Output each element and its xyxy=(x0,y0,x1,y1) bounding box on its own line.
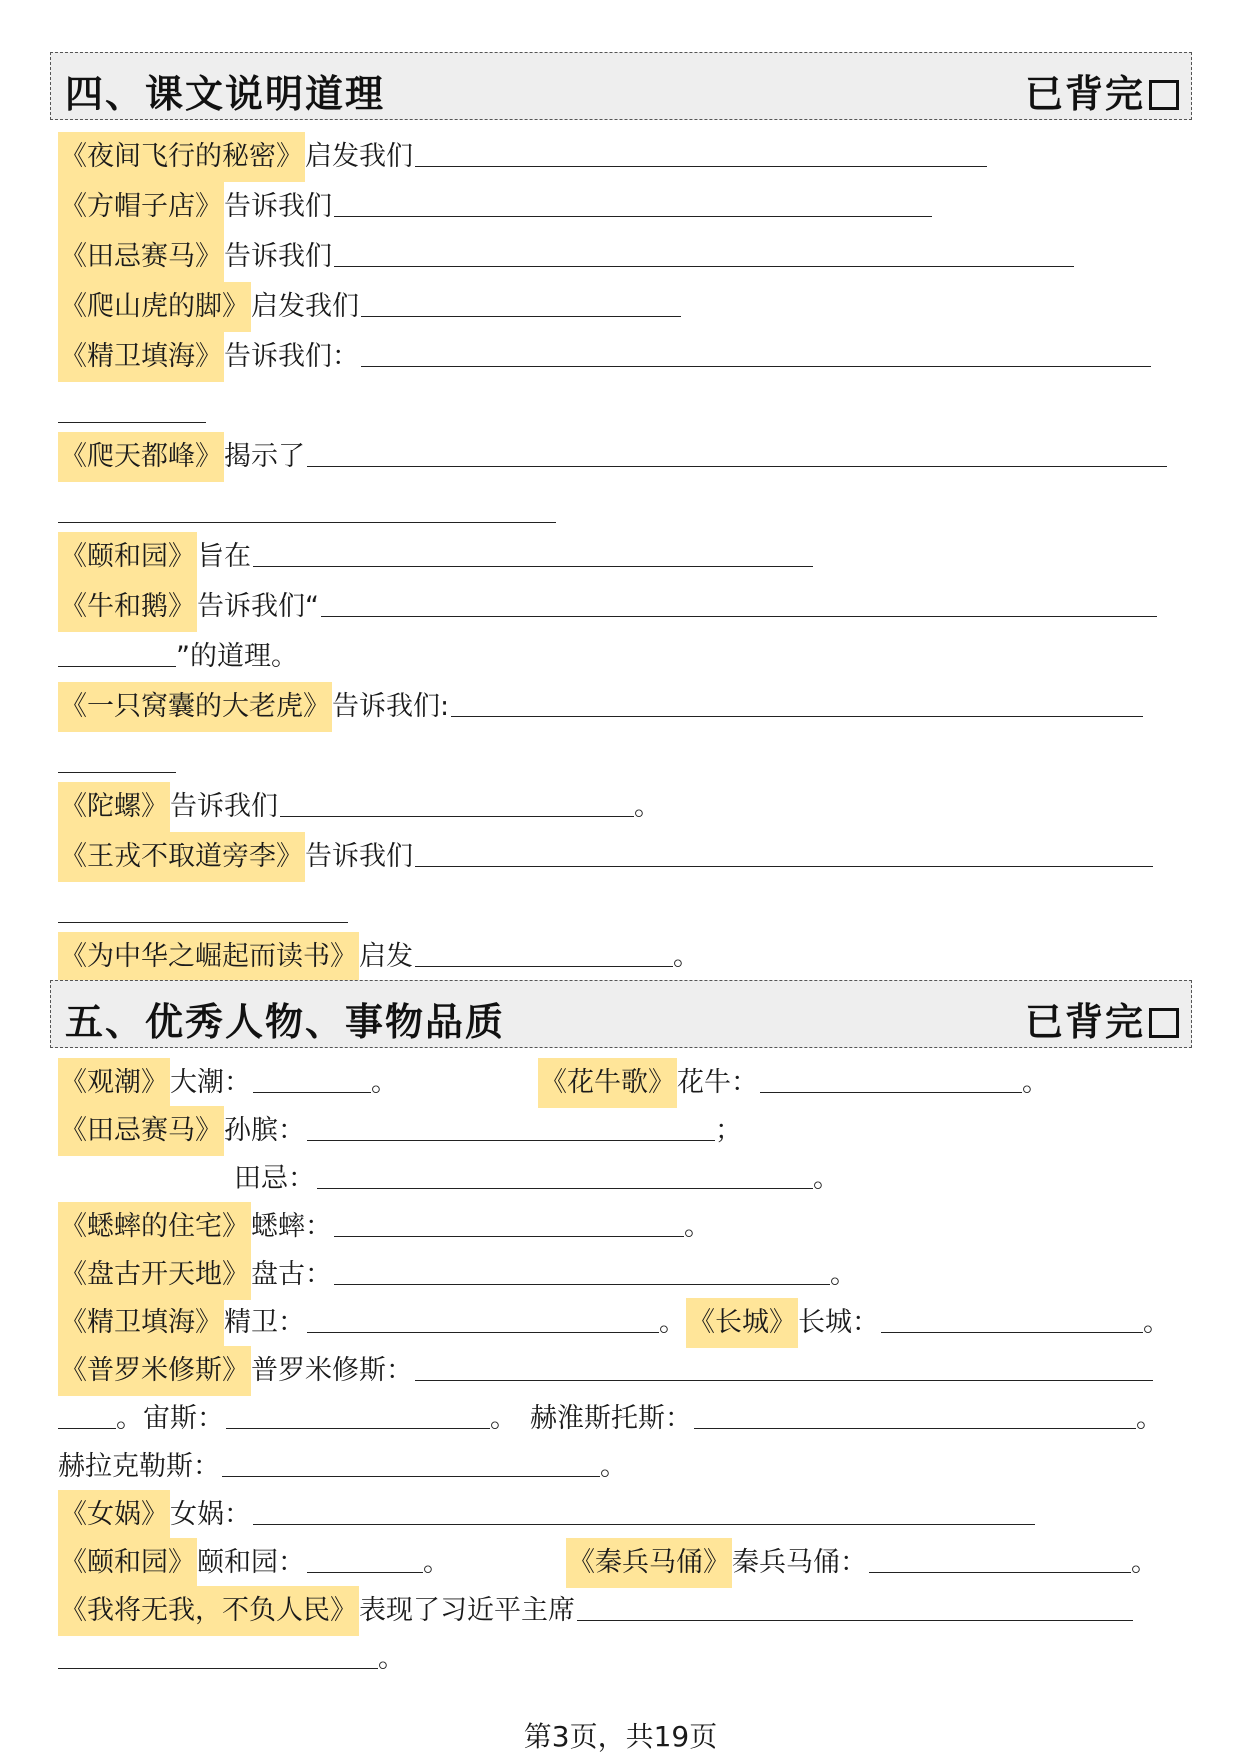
answer-blank[interactable] xyxy=(334,1250,830,1285)
list-item xyxy=(58,932,700,982)
prompt-text: 告诉我们 xyxy=(305,841,413,872)
book-title: 《女娲》 xyxy=(58,1490,170,1540)
list-item xyxy=(566,1538,1158,1588)
answer-blank[interactable] xyxy=(334,182,932,217)
answer-blank[interactable] xyxy=(253,1490,1035,1525)
prompt-text: 田忌： xyxy=(234,1163,315,1194)
section5-title: 五、优秀人物、事物品质 xyxy=(65,999,506,1044)
answer-blank[interactable] xyxy=(307,1538,423,1573)
answer-blank[interactable] xyxy=(361,332,1151,367)
answer-blank[interactable] xyxy=(361,282,681,317)
list-item xyxy=(58,832,1153,882)
answer-line[interactable] xyxy=(58,522,556,523)
list-item xyxy=(686,1298,1170,1348)
list-item xyxy=(58,1442,627,1492)
book-title: 《精卫填海》 xyxy=(58,1298,224,1348)
answer-blank[interactable] xyxy=(451,682,1143,717)
book-title: 《陀螺》 xyxy=(58,782,170,832)
list-item xyxy=(58,632,298,682)
list-item xyxy=(58,532,813,582)
answer-blank[interactable] xyxy=(334,1202,684,1237)
answer-blank[interactable] xyxy=(307,432,1167,467)
prompt-end: 。 xyxy=(659,1307,686,1338)
answer-blank[interactable] xyxy=(415,932,673,967)
answer-line[interactable] xyxy=(58,772,176,773)
prompt-end: 。 xyxy=(490,1403,517,1434)
book-title: 《爬天都峰》 xyxy=(58,432,224,482)
prompt-text: 精卫： xyxy=(224,1307,305,1338)
book-title: 《精卫填海》 xyxy=(58,332,224,382)
section5-header xyxy=(50,980,1192,1048)
prompt-end: 。 xyxy=(423,1547,450,1578)
answer-blank[interactable] xyxy=(334,232,1074,267)
answer-blank[interactable] xyxy=(280,782,634,817)
prompt-text: 表现了习近平主席 xyxy=(359,1595,575,1626)
book-title: 《牛和鹅》 xyxy=(58,582,197,632)
book-title: 《夜间飞行的秘密》 xyxy=(58,132,305,182)
answer-blank[interactable] xyxy=(415,832,1153,867)
answer-blank[interactable] xyxy=(253,1058,371,1093)
prompt-end: 。 xyxy=(1022,1067,1049,1098)
answer-blank[interactable] xyxy=(307,1298,659,1333)
section4-done xyxy=(1025,63,1179,118)
prompt-text: 启发我们 xyxy=(305,141,413,172)
answer-blank[interactable] xyxy=(415,1346,1153,1381)
prompt-end: 。 xyxy=(371,1067,398,1098)
prompt-text: 盘古： xyxy=(251,1259,332,1290)
answer-blank[interactable] xyxy=(694,1394,1136,1429)
list-item xyxy=(58,782,661,832)
list-item xyxy=(58,182,932,232)
list-item xyxy=(58,432,1167,482)
prompt-text: 大潮： xyxy=(170,1067,251,1098)
book-title: 《爬山虎的脚》 xyxy=(58,282,251,332)
book-title: 《秦兵马俑》 xyxy=(566,1538,732,1588)
list-item xyxy=(58,1298,686,1348)
answer-blank[interactable] xyxy=(321,582,1157,617)
list-item xyxy=(58,1538,450,1588)
answer-blank[interactable] xyxy=(577,1586,1133,1621)
section5-done-label: 已背完 xyxy=(1024,999,1145,1044)
answer-blank[interactable] xyxy=(253,532,813,567)
list-item xyxy=(58,1634,405,1684)
book-title: 《为中华之崛起而读书》 xyxy=(58,932,359,982)
answer-blank[interactable] xyxy=(226,1394,490,1429)
prompt-text: 揭示了 xyxy=(224,441,305,472)
list-item xyxy=(58,1490,1035,1540)
book-title: 《王戎不取道旁李》 xyxy=(58,832,305,882)
prompt-end: ； xyxy=(715,1115,742,1146)
list-item xyxy=(58,132,987,182)
prompt-text: 孙膑： xyxy=(224,1115,305,1146)
prompt-end: 。 xyxy=(634,791,661,822)
prompt-end: 。 xyxy=(830,1259,857,1290)
prompt-text: 颐和园： xyxy=(197,1547,305,1578)
list-item xyxy=(234,1154,840,1204)
prompt-text: 普罗米修斯： xyxy=(251,1355,413,1386)
list-item xyxy=(58,1106,742,1156)
answer-blank[interactable] xyxy=(58,632,176,667)
list-item xyxy=(58,1250,857,1300)
list-item xyxy=(58,332,1151,382)
prompt-end: 。 xyxy=(684,1211,711,1242)
book-title: 《田忌赛马》 xyxy=(58,232,224,282)
answer-line[interactable] xyxy=(58,422,206,423)
book-title: 《我将无我，不负人民》 xyxy=(58,1586,359,1636)
book-title: 《颐和园》 xyxy=(58,532,197,582)
list-item xyxy=(538,1058,1049,1108)
list-item xyxy=(58,282,681,332)
answer-line[interactable] xyxy=(58,922,348,923)
answer-blank[interactable] xyxy=(317,1154,813,1189)
list-item xyxy=(58,682,1143,732)
book-title: 《田忌赛马》 xyxy=(58,1106,224,1156)
prompt-end: 。 xyxy=(1136,1403,1163,1434)
prompt-text: 告诉我们 xyxy=(170,791,278,822)
answer-blank[interactable] xyxy=(222,1442,600,1477)
prompt-end: 。 xyxy=(813,1163,840,1194)
answer-blank[interactable] xyxy=(881,1298,1143,1333)
prompt-text: 花牛： xyxy=(677,1067,758,1098)
answer-blank[interactable] xyxy=(58,1634,378,1669)
section4-header xyxy=(50,52,1192,120)
list-item xyxy=(58,1202,711,1252)
prompt-text: 启发 xyxy=(359,941,413,972)
book-title: 《普罗米修斯》 xyxy=(58,1346,251,1396)
section4-done-label: 已背完 xyxy=(1024,71,1145,116)
list-item xyxy=(58,1586,1133,1636)
prompt-text: 告诉我们： xyxy=(224,341,359,372)
prompt-text: 赫拉克勒斯： xyxy=(58,1451,220,1482)
list-item xyxy=(58,1346,1153,1396)
prompt-text: 。宙斯： xyxy=(116,1403,224,1434)
section5-done xyxy=(1025,991,1179,1046)
prompt-text: 告诉我们“ xyxy=(197,591,319,622)
prompt-text: 赫淮斯托斯： xyxy=(530,1403,692,1434)
list-item xyxy=(58,232,1074,282)
book-title: 《蟋蟀的住宅》 xyxy=(58,1202,251,1252)
answer-blank[interactable] xyxy=(869,1538,1131,1573)
prompt-text: 女娲： xyxy=(170,1499,251,1530)
prompt-text: 告诉我们 xyxy=(224,241,332,272)
page-footer: 第3页，共19页 xyxy=(523,1720,718,1753)
list-item xyxy=(58,1058,398,1108)
answer-blank[interactable] xyxy=(415,132,987,167)
prompt-end: 。 xyxy=(600,1451,627,1482)
book-title: 《观潮》 xyxy=(58,1058,170,1108)
list-item xyxy=(58,1394,517,1444)
book-title: 《颐和园》 xyxy=(58,1538,197,1588)
prompt-end: ”的道理。 xyxy=(176,641,298,672)
prompt-text: 告诉我们 xyxy=(224,191,332,222)
prompt-end: 。 xyxy=(1131,1547,1158,1578)
prompt-text: 告诉我们: xyxy=(332,691,450,722)
prompt-end: 。 xyxy=(378,1643,405,1674)
list-item xyxy=(58,582,1157,632)
answer-blank[interactable] xyxy=(760,1058,1022,1093)
prompt-text: 长城： xyxy=(798,1307,879,1338)
answer-blank[interactable] xyxy=(307,1106,715,1141)
prompt-text: 蟋蟀： xyxy=(251,1211,332,1242)
book-title: 《方帽子店》 xyxy=(58,182,224,232)
prompt-end: 。 xyxy=(673,941,700,972)
book-title: 《盘古开天地》 xyxy=(58,1250,251,1300)
section4-title: 四、课文说明道理 xyxy=(65,71,386,116)
answer-blank[interactable] xyxy=(58,1394,116,1429)
prompt-end: 。 xyxy=(1143,1307,1170,1338)
book-title: 《花牛歌》 xyxy=(538,1058,677,1108)
prompt-text: 旨在 xyxy=(197,541,251,572)
prompt-text: 启发我们 xyxy=(251,291,359,322)
prompt-text: 秦兵马俑： xyxy=(732,1547,867,1578)
section5-checkbox[interactable] xyxy=(1149,1008,1179,1038)
list-item xyxy=(530,1394,1163,1444)
book-title: 《一只窝囊的大老虎》 xyxy=(58,682,332,732)
section4-checkbox[interactable] xyxy=(1149,80,1179,110)
book-title: 《长城》 xyxy=(686,1298,798,1348)
